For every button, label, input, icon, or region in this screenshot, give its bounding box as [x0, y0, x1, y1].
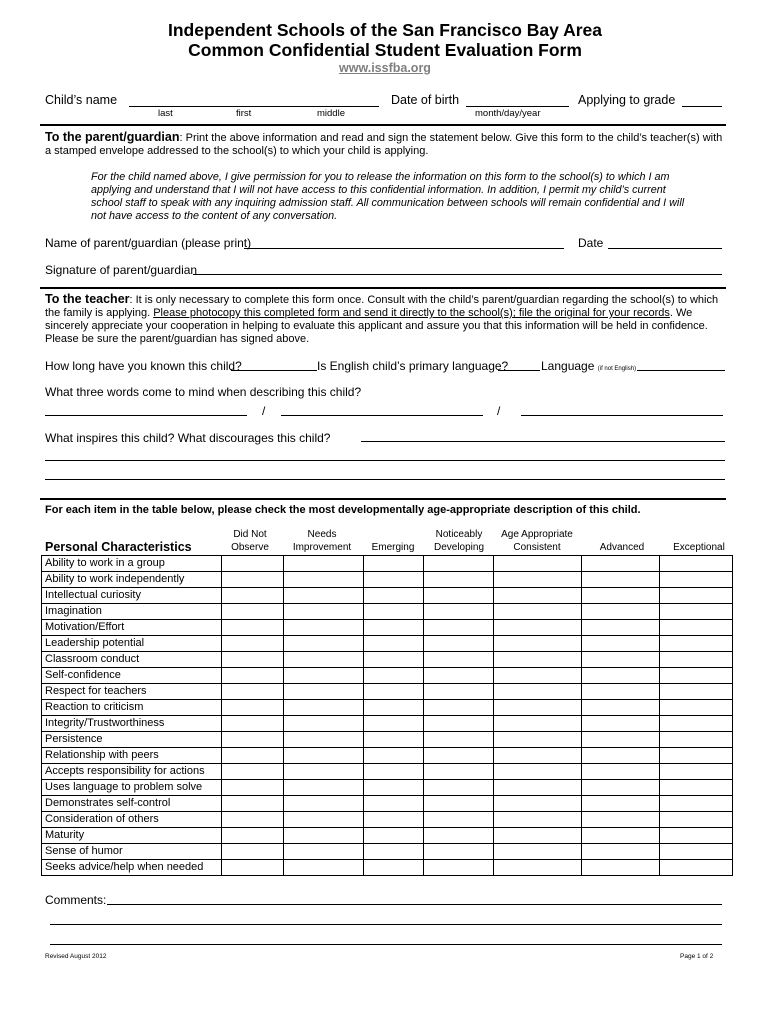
parent-intro-text: : Print the above information and read and sign the statement below. Give this form to the child’s teacher(s) with a stamped envelope addressed to the school(s) to which your child is applying. [45, 132, 723, 157]
rating-cell[interactable] [660, 780, 733, 796]
rating-cell[interactable] [284, 716, 364, 732]
column-header-needs-improvement [284, 528, 360, 554]
applying-to-grade-label: Applying to grade [578, 93, 676, 107]
comments-field-line-1[interactable] [107, 904, 722, 905]
rating-cell[interactable] [284, 796, 364, 812]
applying-to-grade-field[interactable] [682, 106, 722, 107]
rating-cell[interactable] [660, 588, 733, 604]
rating-cell[interactable] [222, 652, 284, 668]
rating-cell[interactable] [222, 700, 284, 716]
rating-cell[interactable] [424, 620, 494, 636]
rating-cell[interactable] [222, 556, 284, 572]
rating-cell[interactable] [494, 780, 582, 796]
column-header-line: Advanced [599, 542, 645, 553]
rating-cell[interactable] [494, 588, 582, 604]
table-row [42, 652, 733, 668]
characteristic-label: Seeks advice/help when needed [42, 860, 222, 876]
rating-cell[interactable] [364, 700, 424, 716]
rating-cell[interactable] [660, 844, 733, 860]
inspires-field-line-1[interactable] [361, 441, 725, 442]
rating-cell[interactable] [222, 796, 284, 812]
rating-cell[interactable] [364, 684, 424, 700]
parent-heading: To the parent/guardian [45, 130, 180, 144]
rating-cell[interactable] [582, 700, 660, 716]
rating-cell[interactable] [660, 620, 733, 636]
parent-date-label: Date [578, 236, 604, 250]
rating-cell[interactable] [284, 572, 364, 588]
sub-label-first: first [236, 108, 252, 119]
rating-cell[interactable] [222, 604, 284, 620]
rating-cell[interactable] [222, 812, 284, 828]
column-header-line: Age Appropriate [501, 529, 573, 540]
rating-cell[interactable] [494, 700, 582, 716]
rating-cell[interactable] [582, 860, 660, 876]
column-header-line [584, 528, 660, 541]
rating-cell[interactable] [494, 764, 582, 780]
rating-cell[interactable] [364, 860, 424, 876]
rating-cell[interactable] [222, 844, 284, 860]
table-row [42, 732, 733, 748]
parent-instructions [45, 131, 725, 158]
rating-cell[interactable] [222, 668, 284, 684]
characteristic-label: Accepts responsibility for actions [42, 764, 222, 780]
rating-cell[interactable] [284, 684, 364, 700]
rating-cell[interactable] [424, 604, 494, 620]
rating-cell[interactable] [364, 716, 424, 732]
column-header-line: Observe [231, 542, 269, 553]
rating-cell[interactable] [364, 636, 424, 652]
rating-cell[interactable] [660, 828, 733, 844]
rating-cell[interactable] [424, 572, 494, 588]
rating-cell[interactable] [494, 716, 582, 732]
rating-cell[interactable] [424, 748, 494, 764]
rating-cell[interactable] [660, 652, 733, 668]
rating-cell[interactable] [364, 572, 424, 588]
column-header-line: Exceptional [673, 542, 725, 553]
characteristic-label: Uses language to problem solve [42, 780, 222, 796]
rating-cell[interactable] [582, 588, 660, 604]
teacher-instructions [45, 293, 727, 346]
rating-cell[interactable] [222, 684, 284, 700]
childs-name-label: Child’s name [45, 93, 118, 107]
rating-cell[interactable] [494, 556, 582, 572]
parent-permission-statement: For the child named above, I give permission for you to release the information on this form to the school(s) to which I am applying and understand that I will not have access to this confidential information. In addition, I permit my child’s current school staff to speak with any inquiring admission staff. All communication between schools will remain confidential and I will not have access to the content of any conversation. [91, 171, 685, 222]
rating-cell[interactable] [424, 796, 494, 812]
column-header-line: Improvement [292, 542, 352, 553]
rating-cell[interactable] [660, 860, 733, 876]
table-row [42, 780, 733, 796]
table-row [42, 684, 733, 700]
rating-cell[interactable] [222, 572, 284, 588]
language-field[interactable] [637, 370, 725, 371]
rating-cell[interactable] [222, 716, 284, 732]
column-header-advanced [584, 528, 660, 554]
characteristic-label: Ability to work in a group [42, 556, 222, 572]
inspires-field-line-3[interactable] [45, 479, 725, 480]
rating-cell[interactable] [364, 812, 424, 828]
table-row [42, 620, 733, 636]
table-row [42, 588, 733, 604]
rating-cell[interactable] [284, 604, 364, 620]
column-header-did-not-observe [220, 528, 280, 554]
rating-cell[interactable] [222, 860, 284, 876]
rating-cell[interactable] [364, 828, 424, 844]
rating-cell[interactable] [494, 620, 582, 636]
known-child-question: How long have you known this child? [45, 359, 242, 373]
rating-cell[interactable] [424, 652, 494, 668]
rating-cell[interactable] [660, 556, 733, 572]
characteristic-label: Integrity/Trustworthiness [42, 716, 222, 732]
rating-cell[interactable] [582, 812, 660, 828]
rating-cell[interactable] [424, 732, 494, 748]
column-header-line: Did Not [233, 529, 267, 540]
word-3-field[interactable] [521, 415, 723, 416]
english-primary-field[interactable] [498, 370, 540, 371]
rating-cell[interactable] [424, 668, 494, 684]
rating-cell[interactable] [284, 700, 364, 716]
table-row [42, 844, 733, 860]
rating-cell[interactable] [364, 844, 424, 860]
rating-cell[interactable] [660, 700, 733, 716]
rating-cell[interactable] [494, 860, 582, 876]
rating-cell[interactable] [284, 828, 364, 844]
three-words-question: What three words come to mind when describing this child? [45, 385, 362, 399]
teacher-photocopy-note: Please photocopy this completed form and send it directly to the school(s); file the original for your records [153, 307, 670, 319]
rating-cell[interactable] [582, 572, 660, 588]
table-row [42, 828, 733, 844]
characteristic-label: Respect for teachers [42, 684, 222, 700]
characteristic-label: Sense of humor [42, 844, 222, 860]
rating-cell[interactable] [284, 860, 364, 876]
rating-cell[interactable] [660, 636, 733, 652]
table-row [42, 860, 733, 876]
rating-cell[interactable] [222, 588, 284, 604]
rating-cell[interactable] [222, 748, 284, 764]
characteristic-label: Ability to work independently [42, 572, 222, 588]
date-of-birth-field[interactable] [466, 106, 569, 107]
column-header-line: Consistent [513, 542, 561, 553]
rating-cell[interactable] [222, 764, 284, 780]
rating-cell[interactable] [582, 780, 660, 796]
rating-cell[interactable] [424, 588, 494, 604]
childs-name-field[interactable] [129, 106, 379, 107]
table-row [42, 572, 733, 588]
rating-cell[interactable] [284, 844, 364, 860]
rating-cell[interactable] [222, 828, 284, 844]
section-divider [40, 124, 726, 126]
rating-cell[interactable] [582, 636, 660, 652]
rating-cell[interactable] [582, 748, 660, 764]
characteristic-label: Intellectual curiosity [42, 588, 222, 604]
rating-cell[interactable] [582, 668, 660, 684]
language-label-text: Language [541, 359, 595, 373]
characteristic-label: Leadership potential [42, 636, 222, 652]
sub-label-last: last [158, 108, 173, 119]
rating-cell[interactable] [424, 844, 494, 860]
column-header-line: Needs [307, 529, 337, 540]
language-note: (if not English) [597, 366, 637, 372]
table-row [42, 716, 733, 732]
column-header-noticeably-developing [424, 528, 494, 554]
parent-name-field[interactable] [244, 248, 564, 249]
rating-cell[interactable] [424, 684, 494, 700]
rating-cell[interactable] [222, 636, 284, 652]
rating-cell[interactable] [582, 796, 660, 812]
rating-cell[interactable] [424, 556, 494, 572]
rating-cell[interactable] [424, 716, 494, 732]
rating-cell[interactable] [364, 588, 424, 604]
rating-cell[interactable] [364, 668, 424, 684]
date-of-birth-label: Date of birth [391, 93, 460, 107]
rating-cell[interactable] [284, 620, 364, 636]
rating-cell[interactable] [494, 636, 582, 652]
rating-cell[interactable] [494, 828, 582, 844]
rating-cell[interactable] [660, 748, 733, 764]
column-header-line: Developing [433, 542, 485, 553]
characteristic-label: Imagination [42, 604, 222, 620]
section-divider [40, 287, 726, 289]
rating-cell[interactable] [494, 732, 582, 748]
form-title-line-2: Common Confidential Student Evaluation Form [188, 40, 582, 60]
page-number: Page 1 of 2 [680, 953, 714, 960]
section-divider [40, 498, 726, 500]
parent-signature-field[interactable] [193, 274, 722, 275]
characteristic-label: Consideration of others [42, 812, 222, 828]
rating-cell[interactable] [364, 780, 424, 796]
column-header-line: Emerging [371, 542, 415, 553]
rating-cell[interactable] [424, 636, 494, 652]
rating-cell[interactable] [582, 556, 660, 572]
rating-cell[interactable] [660, 764, 733, 780]
rating-cell[interactable] [582, 604, 660, 620]
rating-cell[interactable] [582, 620, 660, 636]
rating-cell[interactable] [660, 732, 733, 748]
rating-cell[interactable] [284, 668, 364, 684]
rating-cell[interactable] [582, 716, 660, 732]
rating-cell[interactable] [284, 652, 364, 668]
characteristic-label: Maturity [42, 828, 222, 844]
table-row [42, 556, 733, 572]
rating-cell[interactable] [660, 796, 733, 812]
table-row [42, 700, 733, 716]
word-separator: / [262, 404, 266, 418]
rating-cell[interactable] [660, 668, 733, 684]
rating-cell[interactable] [364, 732, 424, 748]
dob-format-hint: month/day/year [475, 108, 541, 119]
rating-cell[interactable] [494, 748, 582, 764]
personal-characteristics-heading: Personal Characteristics [45, 540, 192, 554]
table-row [42, 748, 733, 764]
column-header-emerging [364, 528, 422, 554]
column-header-age-appropriate [490, 528, 584, 554]
characteristic-label: Demonstrates self-control [42, 796, 222, 812]
table-row [42, 636, 733, 652]
rating-cell[interactable] [424, 700, 494, 716]
rating-cell[interactable] [284, 556, 364, 572]
rating-cell[interactable] [582, 828, 660, 844]
parent-date-field[interactable] [608, 248, 722, 249]
inspires-question: What inspires this child? What discourages this child? [45, 431, 331, 445]
rating-cell[interactable] [284, 812, 364, 828]
word-separator: / [497, 404, 501, 418]
rating-cell[interactable] [660, 604, 733, 620]
column-header-exceptional [664, 528, 734, 554]
revision-date: Revised August 2012 [45, 953, 107, 960]
rating-cell[interactable] [494, 812, 582, 828]
characteristic-label: Self-confidence [42, 668, 222, 684]
rating-cell[interactable] [582, 652, 660, 668]
rating-cell[interactable] [364, 556, 424, 572]
teacher-intro-text-2: . We sincerely appreciate your cooperation in helping to evaluate this applicant and assure you that this information will be held in confidence. Please be sure the parent/guardian has signed above. [45, 307, 708, 345]
parent-name-label: Name of parent/guardian (please print) [45, 236, 252, 250]
rating-cell[interactable] [424, 828, 494, 844]
column-header-line [364, 528, 422, 541]
rating-cell[interactable] [284, 636, 364, 652]
rating-cell[interactable] [222, 732, 284, 748]
comments-field-line-3[interactable] [50, 944, 722, 945]
rating-cell[interactable] [284, 764, 364, 780]
rating-cell[interactable] [494, 604, 582, 620]
rating-cell[interactable] [424, 780, 494, 796]
rating-cell[interactable] [364, 748, 424, 764]
table-row [42, 812, 733, 828]
rating-cell[interactable] [222, 620, 284, 636]
rating-cell[interactable] [424, 860, 494, 876]
rating-cell[interactable] [494, 796, 582, 812]
table-row [42, 796, 733, 812]
sub-label-middle: middle [317, 108, 345, 119]
table-instruction: For each item in the table below, please check the most developmentally age-appropriate description of this child. [45, 504, 641, 516]
teacher-intro-text: : It is only necessary to complete this form once. Consult with the child’s parent/guardian regarding the school(s) to which the family is applying. [45, 294, 719, 319]
comments-field-line-2[interactable] [50, 924, 722, 925]
characteristic-label: Persistence [42, 732, 222, 748]
rating-cell[interactable] [494, 652, 582, 668]
english-primary-question: Is English child’s primary language? [317, 359, 509, 373]
rating-cell[interactable] [494, 572, 582, 588]
rating-cell[interactable] [660, 812, 733, 828]
rating-cell[interactable] [424, 764, 494, 780]
column-header-line [664, 528, 734, 541]
rating-cell[interactable] [582, 684, 660, 700]
rating-cell[interactable] [222, 780, 284, 796]
word-2-field[interactable] [281, 415, 483, 416]
table-row [42, 604, 733, 620]
rating-cell[interactable] [582, 844, 660, 860]
form-title-line-1: Independent Schools of the San Francisco Bay Area [167, 20, 603, 40]
language-label [541, 359, 636, 376]
parent-signature-label: Signature of parent/guardian [45, 263, 198, 277]
website-link[interactable]: www.issfba.org [339, 61, 431, 75]
inspires-field-line-2[interactable] [45, 460, 725, 461]
characteristic-label: Classroom conduct [42, 652, 222, 668]
table-row [42, 668, 733, 684]
rating-cell[interactable] [494, 684, 582, 700]
rating-cell[interactable] [284, 780, 364, 796]
characteristics-table [41, 555, 733, 876]
characteristic-label: Motivation/Effort [42, 620, 222, 636]
rating-cell[interactable] [364, 604, 424, 620]
rating-cell[interactable] [284, 732, 364, 748]
rating-cell[interactable] [494, 844, 582, 860]
rating-cell[interactable] [660, 716, 733, 732]
rating-cell[interactable] [364, 764, 424, 780]
word-1-field[interactable] [45, 415, 247, 416]
rating-cell[interactable] [660, 684, 733, 700]
comments-label: Comments: [45, 893, 107, 907]
rating-cell[interactable] [284, 748, 364, 764]
rating-cell[interactable] [494, 668, 582, 684]
characteristic-label: Reaction to criticism [42, 700, 222, 716]
rating-cell[interactable] [582, 732, 660, 748]
known-child-field[interactable] [231, 370, 317, 371]
table-row [42, 764, 733, 780]
rating-cell[interactable] [582, 764, 660, 780]
rating-cell[interactable] [364, 620, 424, 636]
rating-cell[interactable] [284, 588, 364, 604]
column-header-line: Noticeably [435, 529, 483, 540]
rating-cell[interactable] [364, 796, 424, 812]
rating-cell[interactable] [660, 572, 733, 588]
rating-cell[interactable] [424, 812, 494, 828]
characteristic-label: Relationship with peers [42, 748, 222, 764]
teacher-heading: To the teacher [45, 292, 130, 306]
rating-cell[interactable] [364, 652, 424, 668]
